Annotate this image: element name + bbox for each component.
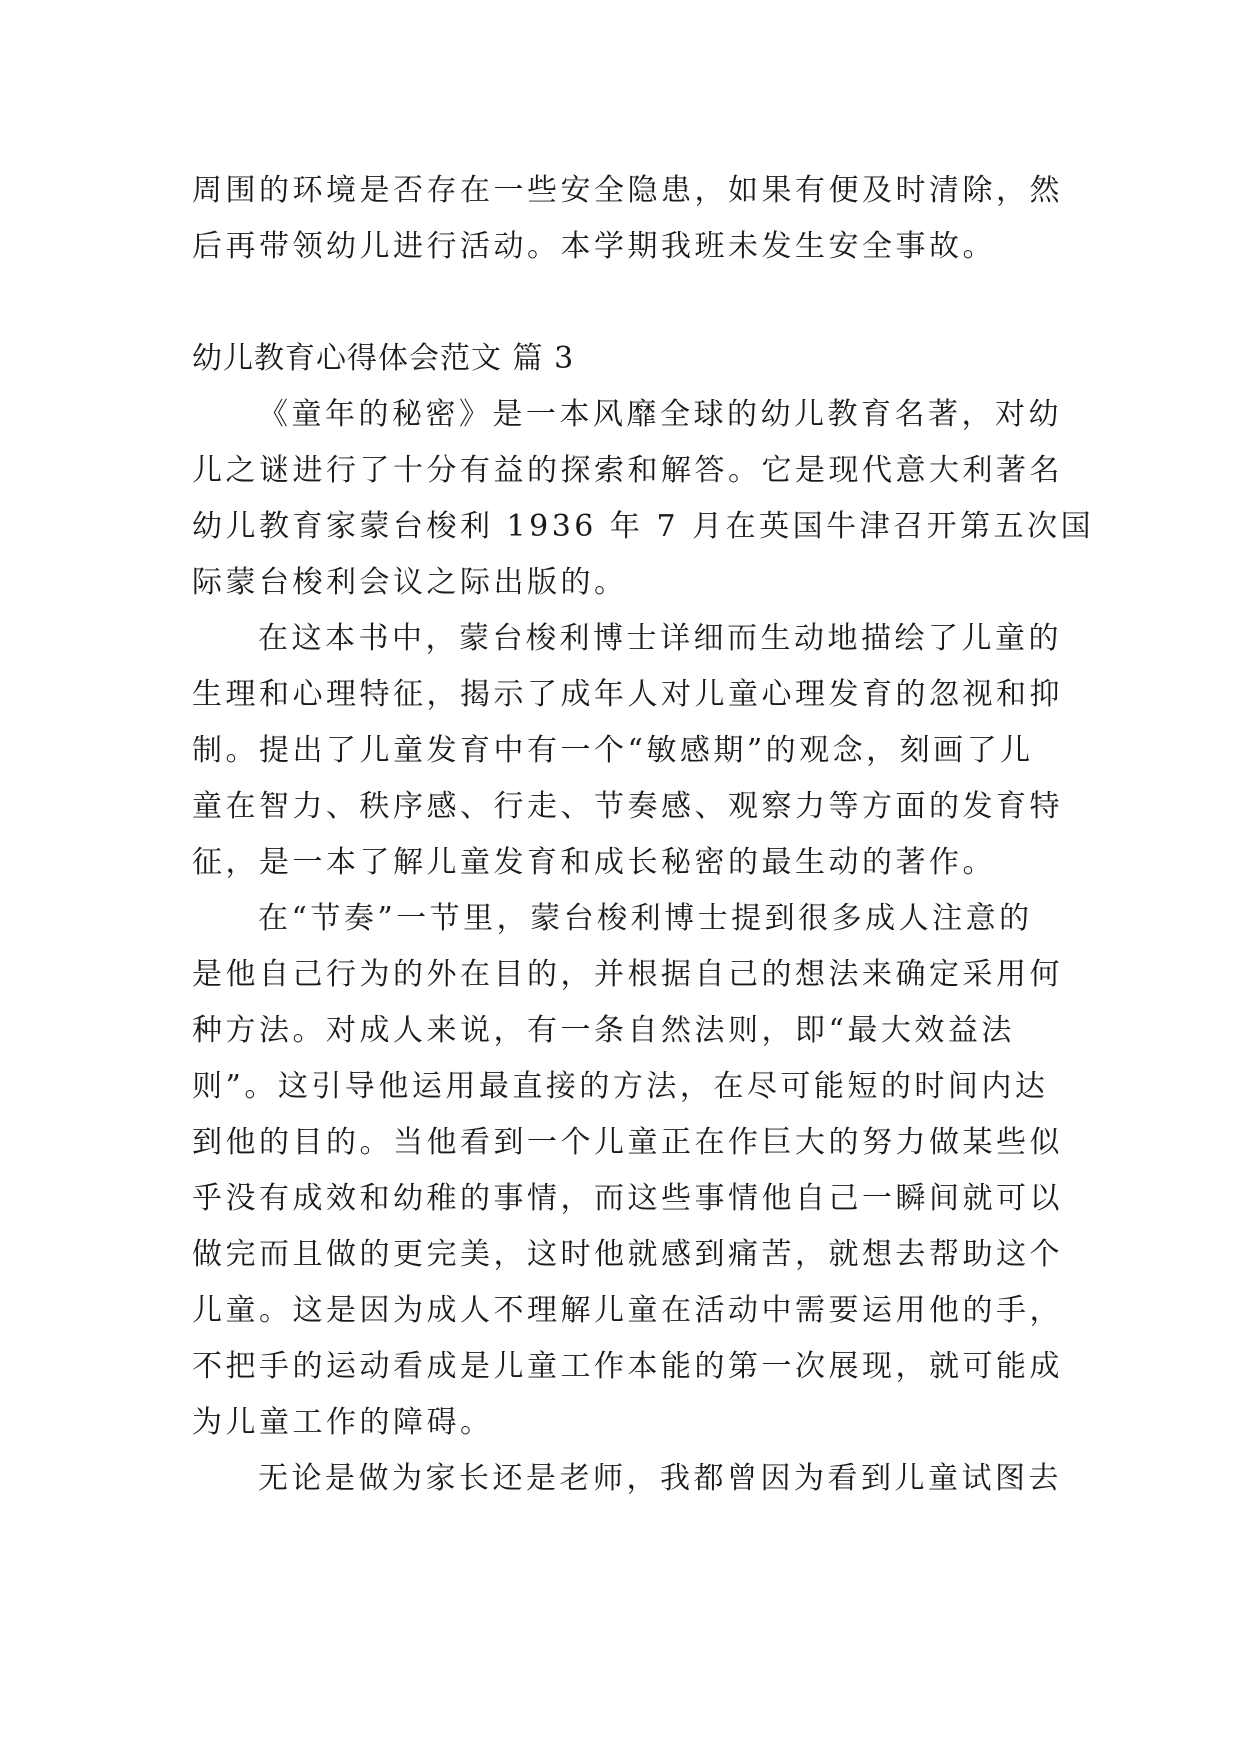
paragraph — [192, 1451, 1062, 1507]
text-line: 是他自己行为的外在目的，并根据自己的想法来确定采用何 — [192, 957, 1063, 992]
section-heading: 幼儿教育心得体会范文 篇 3 — [192, 341, 575, 376]
text-line: 种方法。对成人来说，有一条自然法则，即“最大效益法 — [192, 1013, 1015, 1048]
text-line: 周围的环境是否存在一些安全隐患，如果有便及时清除，然 — [192, 173, 1063, 208]
text-line: 后再带领幼儿进行活动。本学期我班未发生安全事故。 — [192, 229, 996, 264]
text-line: 儿童。这是因为成人不理解儿童在活动中需要运用他的手， — [192, 1293, 1063, 1328]
text-line: 乎没有成效和幼稚的事情，而这些事情他自己一瞬间就可以 — [192, 1181, 1063, 1216]
text-line: 幼儿教育家蒙台梭利 1936 年 7 月在英国牛津召开第五次国 — [192, 509, 1095, 544]
text-line: 制。提出了儿童发育中有一个“敏感期”的观念，刻画了儿 — [192, 733, 1034, 768]
paragraph — [192, 387, 1095, 611]
text-line: 做完而且做的更完美，这时他就感到痛苦，就想去帮助这个 — [192, 1237, 1063, 1272]
text-line: 在“节奏”一节里，蒙台梭利博士提到很多成人注意的 — [258, 901, 1033, 936]
paragraph — [192, 891, 1063, 1451]
paragraph — [192, 611, 1063, 891]
text-line: 在这本书中，蒙台梭利博士详细而生动地描绘了儿童的 — [258, 621, 1062, 656]
text-line: 童在智力、秩序感、行走、节奏感、观察力等方面的发育特 — [192, 789, 1063, 824]
text-line: 则”。这引导他运用最直接的方法，在尽可能短的时间内达 — [192, 1069, 1049, 1104]
text-line: 到他的目的。当他看到一个儿童正在作巨大的努力做某些似 — [192, 1125, 1063, 1160]
text-line: 儿之谜进行了十分有益的探索和解答。它是现代意大利著名 — [192, 453, 1063, 488]
text-line: 为儿童工作的障碍。 — [192, 1405, 494, 1440]
text-line: 无论是做为家长还是老师，我都曾因为看到儿童试图去 — [258, 1461, 1062, 1496]
text-line: 不把手的运动看成是儿童工作本能的第一次展现，就可能成 — [192, 1349, 1063, 1384]
document-body — [192, 163, 1095, 1507]
text-line: 征，是一本了解儿童发育和成长秘密的最生动的著作。 — [192, 845, 996, 880]
text-line: 《童年的秘密》是一本风靡全球的幼儿教育名著，对幼 — [258, 397, 1062, 432]
text-line: 生理和心理特征，揭示了成年人对儿童心理发育的忽视和抑 — [192, 677, 1063, 712]
text-line: 际蒙台梭利会议之际出版的。 — [192, 565, 628, 600]
blank-line — [192, 275, 1052, 331]
